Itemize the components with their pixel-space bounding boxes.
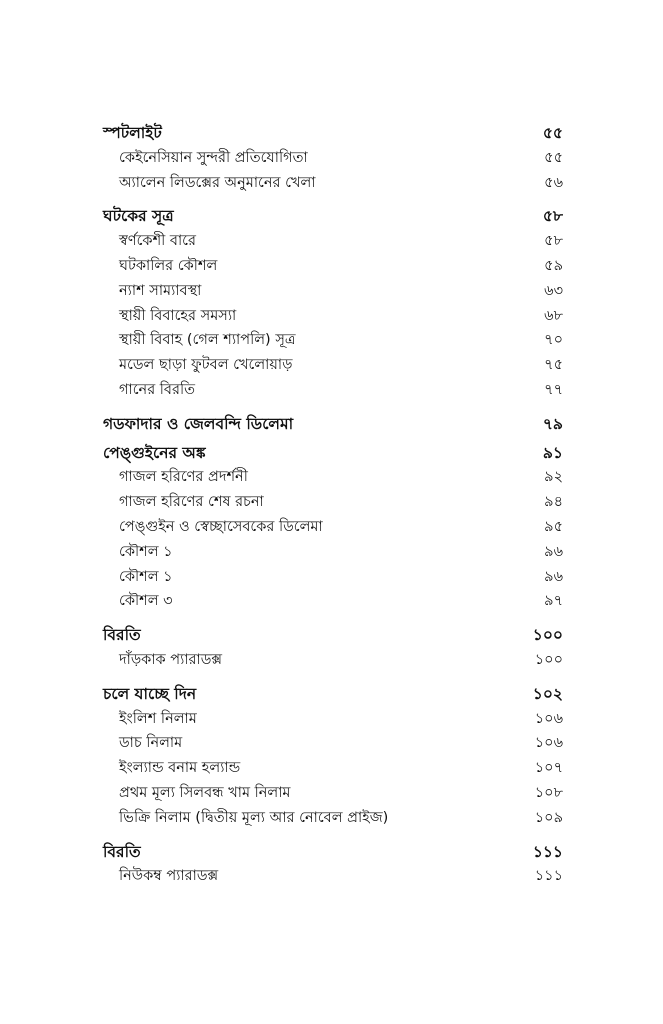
toc-section-heading[interactable] xyxy=(103,840,563,865)
toc-entry-page: ৭০ xyxy=(544,332,563,349)
toc-entry-page: ৭৫ xyxy=(544,357,563,374)
toc-entry-page: ১০৭ xyxy=(534,760,563,777)
toc-heading-page: ১১১ xyxy=(532,842,563,861)
toc-entry-title: গাজল হরিণের প্রদর্শনী xyxy=(119,469,248,486)
toc-entry[interactable] xyxy=(103,540,563,565)
toc-entry[interactable] xyxy=(103,279,563,304)
toc-heading-page: ১০০ xyxy=(532,626,563,645)
toc-section-heading[interactable] xyxy=(103,623,563,648)
toc-heading-page: ৯১ xyxy=(542,443,563,462)
toc-entry[interactable] xyxy=(103,806,563,831)
toc-entry[interactable] xyxy=(103,146,563,171)
toc-entry-page: ১০৯ xyxy=(534,809,563,826)
toc-entry-page: ১০৬ xyxy=(534,735,563,752)
toc-entry[interactable] xyxy=(103,589,563,614)
toc-section-heading[interactable] xyxy=(103,204,563,229)
toc-heading-page: ১০২ xyxy=(532,684,563,703)
toc-heading-page: ৭৯ xyxy=(542,414,563,433)
toc-entry[interactable] xyxy=(103,864,563,889)
toc-entry-page: ৯২ xyxy=(544,469,563,486)
toc-entry-title: পেঙ্গুইন ও স্বেচ্ছাসেবকের ডিলেমা xyxy=(119,518,323,535)
toc-entry[interactable] xyxy=(103,465,563,490)
toc-entry-title: ডাচ নিলাম xyxy=(119,735,183,752)
toc-entry[interactable] xyxy=(103,378,563,403)
toc-entry[interactable] xyxy=(103,707,563,732)
toc-entry[interactable] xyxy=(103,353,563,378)
toc-section xyxy=(103,121,563,195)
toc-entry-title: স্থায়ী বিবাহ (গেল শ্যাপলি) সূত্র xyxy=(119,332,296,349)
toc-entry-title: ইংলিশ নিলাম xyxy=(119,710,197,727)
toc-entry-title: কেইনেসিয়ান সুন্দরী প্রতিযোগিতা xyxy=(119,149,308,166)
toc-entry-title: ইংল্যান্ড বনাম হল্যান্ড xyxy=(119,760,241,777)
toc-heading-title: চলে যাচ্ছে দিন xyxy=(103,684,197,703)
toc-entry-page: ৫৫ xyxy=(544,149,563,166)
toc-entry-page: ৯৬ xyxy=(544,568,563,585)
toc-entry[interactable] xyxy=(103,515,563,540)
toc-section xyxy=(103,682,563,831)
toc-entry[interactable] xyxy=(103,756,563,781)
toc-section-heading[interactable] xyxy=(103,121,563,146)
toc-entry-title: স্বর্ণকেশী বারে xyxy=(119,233,196,250)
toc-entry-page: ৯৭ xyxy=(544,593,563,610)
toc-entry-title: ঘটকালির কৌশল xyxy=(119,257,218,274)
toc-entry[interactable] xyxy=(103,304,563,329)
toc-entry[interactable] xyxy=(103,328,563,353)
toc-section xyxy=(103,441,563,615)
toc-entry-title: দাঁড়কাক প্যারাডক্স xyxy=(119,651,223,668)
toc-entry-page: ৬৮ xyxy=(544,307,563,324)
toc-section-heading[interactable] xyxy=(103,441,563,466)
toc-section-heading[interactable] xyxy=(103,412,563,437)
toc-entry[interactable] xyxy=(103,648,563,673)
toc-entry-title: স্থায়ী বিবাহের সমস্যা xyxy=(119,307,237,324)
toc-entry-page: ১০০ xyxy=(534,651,563,668)
toc-entry[interactable] xyxy=(103,565,563,590)
toc-heading-page: ৫৮ xyxy=(542,207,563,226)
toc-entry-page: ১০৬ xyxy=(534,710,563,727)
toc-heading-title: বিরতি xyxy=(103,842,141,861)
toc-entry[interactable] xyxy=(103,229,563,254)
toc-entry-title: মডেল ছাড়া ফুটবল খেলোয়াড় xyxy=(119,357,293,374)
toc-entry[interactable] xyxy=(103,171,563,196)
toc-entry-page: ৯৫ xyxy=(544,518,563,535)
toc-entry-title: কৌশল ১ xyxy=(119,543,173,560)
toc-entry-page: ৫৬ xyxy=(544,174,563,191)
toc-section xyxy=(103,840,563,890)
toc-entry-title: অ্যালেন লিডক্সের অনুমানের খেলা xyxy=(119,174,316,191)
toc-entry-page: ৯৪ xyxy=(544,494,563,511)
toc-entry-page: ১০৮ xyxy=(534,784,563,801)
toc-entry-page: ৭৭ xyxy=(544,381,563,398)
toc-entry-page: ১১১ xyxy=(534,868,563,885)
toc-heading-page: ৫৫ xyxy=(542,124,563,142)
toc-heading-title: ঘটকের সূত্র xyxy=(103,207,174,226)
toc-entry-title: গাজল হরিণের শেষ রচনা xyxy=(119,494,264,511)
toc-entry-title: ভিক্রি নিলাম (দ্বিতীয় মূল্য আর নোবেল প্রাইজ) xyxy=(119,809,389,826)
toc-heading-title: স্পটলাইট xyxy=(103,124,162,142)
toc-entry-title: কৌশল ১ xyxy=(119,568,173,585)
toc-entry-page: ৫৮ xyxy=(544,233,563,250)
toc-entry-page: ৬৩ xyxy=(544,282,563,299)
toc-entry[interactable] xyxy=(103,490,563,515)
toc-entry-title: কৌশল ৩ xyxy=(119,593,173,610)
toc-section xyxy=(103,623,563,673)
toc-heading-title: পেঙ্গুইনের অঙ্ক xyxy=(103,443,206,462)
toc-section xyxy=(103,412,563,437)
toc-entry-title: নিউকম্ব প্যারাডক্স xyxy=(119,868,219,885)
toc-entry-title: ন্যাশ সাম্যাবস্থা xyxy=(119,282,202,299)
toc-entry[interactable] xyxy=(103,781,563,806)
toc-entry-title: গানের বিরতি xyxy=(119,381,195,398)
toc-heading-title: গডফাদার ও জেলবন্দি ডিলেমা xyxy=(103,414,294,433)
toc-entry[interactable] xyxy=(103,254,563,279)
toc-section-heading[interactable] xyxy=(103,682,563,707)
toc-entry-page: ৫৯ xyxy=(544,257,563,274)
toc-entry-title: প্রথম মূল্য সিলবন্ধ খাম নিলাম xyxy=(119,784,291,801)
table-of-contents xyxy=(103,121,563,898)
toc-heading-title: বিরতি xyxy=(103,626,141,645)
toc-entry-page: ৯৬ xyxy=(544,543,563,560)
toc-section xyxy=(103,204,563,402)
toc-entry[interactable] xyxy=(103,731,563,756)
